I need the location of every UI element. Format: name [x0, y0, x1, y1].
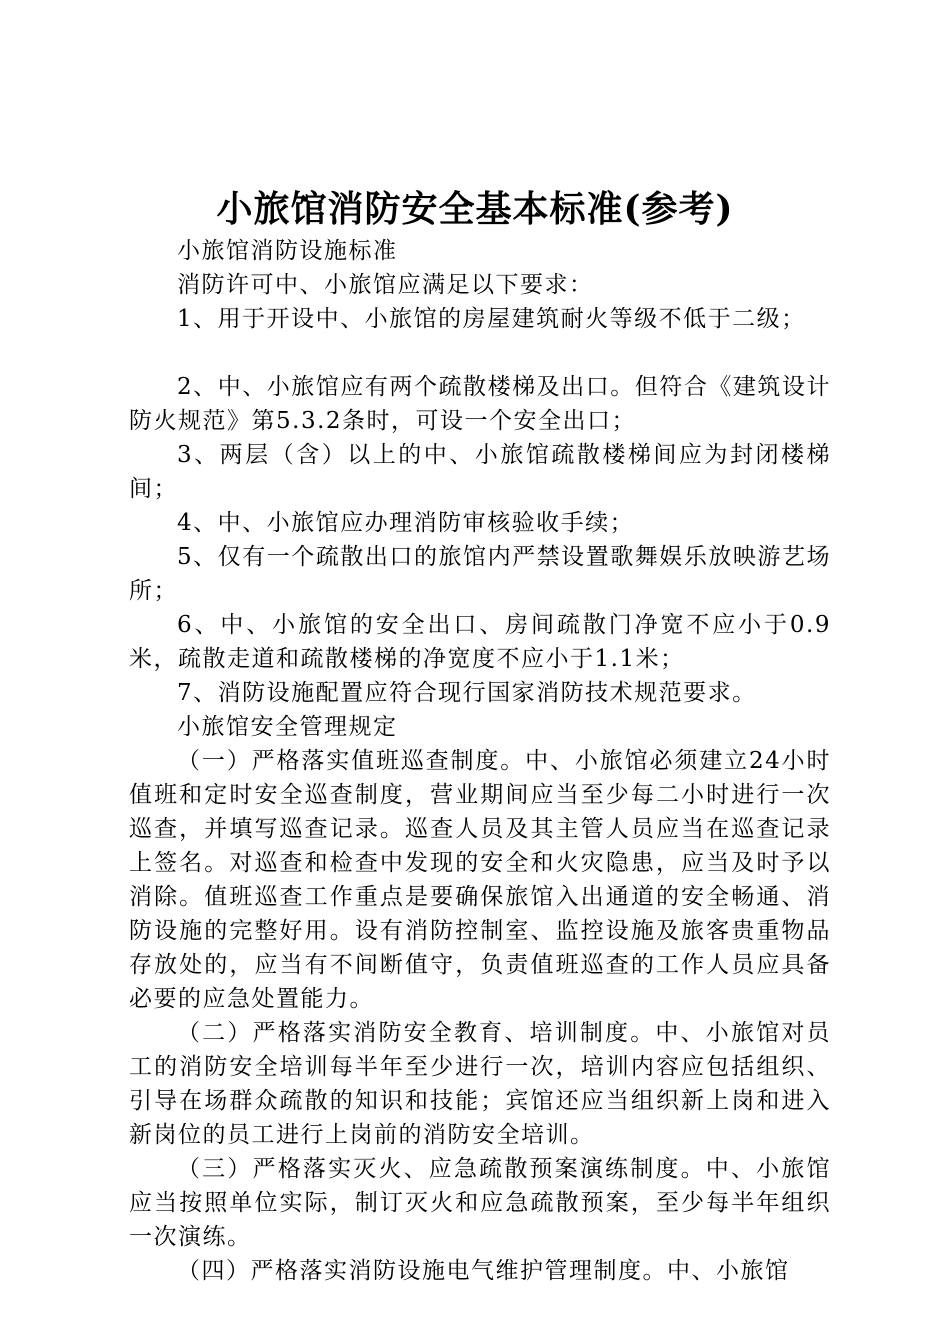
paragraph: （一）严格落实值班巡查制度。中、小旅馆必须建立24小时值班和定时安全巡查制度，营业期间应当至少每二小时进行一次巡查，并填写巡查记录。巡查人员及其主管人员应当在巡查记录上签名。对巡查和检查中发现的安全和火灾隐患，应当及时予以消除。值班巡查工作重点是要确保旅馆入出通道的安全畅通、消防设施的完整好用。设有消防控制室、监控设施及旅客贵重物品存放处的，应当有不间断值守，负责值班巡查的工作人员应具备必要的应急处置能力。 — [129, 748, 831, 1012]
list-item: 2、中、小旅馆应有两个疏散楼梯及出口。但符合《建筑设计防火规范》第5.3.2条时，可设一个安全出口； — [129, 374, 831, 434]
list-item: 5、仅有一个疏散出口的旅馆内严禁设置歌舞娱乐放映游艺场所； — [129, 544, 831, 604]
list-item: 6、中、小旅馆的安全出口、房间疏散门净宽不应小于0.9米，疏散走道和疏散楼梯的净宽度不应小于1.1米； — [129, 612, 831, 672]
document-body — [129, 234, 831, 1288]
paragraph: （三）严格落实灭火、应急疏散预案演练制度。中、小旅馆应当按照单位实际，制订灭火和应急疏散预案，至少每半年组织一次演练。 — [129, 1156, 831, 1250]
list-item: 7、消防设施配置应符合现行国家消防技术规范要求。 — [177, 680, 757, 706]
paragraph: （二）严格落实消防安全教育、培训制度。中、小旅馆对员工的消防安全培训每半年至少进行一次，培训内容应包括组织、引导在场群众疏散的知识和技能；宾馆还应当组织新上岗和进入新岗位的员工进行上岗前的消防安全培训。 — [129, 1020, 831, 1148]
section-heading-management: 小旅馆安全管理规定 — [177, 714, 398, 740]
list-item: 1、用于开设中、小旅馆的房屋建筑耐火等级不低于二级； — [177, 306, 806, 332]
paragraph-intro: 消防许可中、小旅馆应满足以下要求： — [177, 272, 594, 298]
list-item: 3、两层（含）以上的中、小旅馆疏散楼梯间应为封闭楼梯间； — [129, 442, 831, 502]
list-item: 4、中、小旅馆应办理消防审核验收手续； — [177, 510, 635, 536]
document-title: 小旅馆消防安全基本标准(参考) — [216, 188, 734, 230]
paragraph: （四）严格落实消防设施电气维护管理制度。中、小旅馆 — [177, 1258, 790, 1284]
section-heading-facilities: 小旅馆消防设施标准 — [177, 238, 398, 264]
